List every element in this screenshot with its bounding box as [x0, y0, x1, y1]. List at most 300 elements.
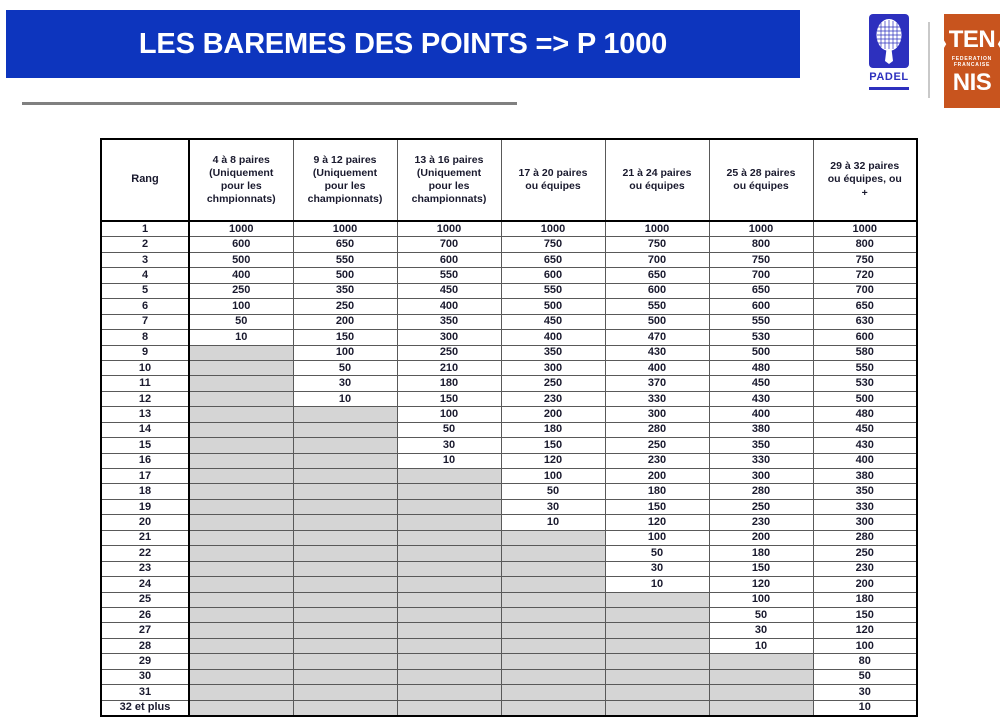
points-cell: 30 — [397, 438, 501, 453]
points-cell: 230 — [501, 391, 605, 406]
column-header-line: + — [861, 186, 868, 199]
points-cell-empty — [189, 607, 293, 622]
points-cell: 450 — [501, 314, 605, 329]
points-cell-empty — [605, 685, 709, 700]
column-header-3 — [397, 139, 501, 221]
column-header-5 — [605, 139, 709, 221]
rang-cell: 6 — [101, 299, 189, 314]
points-cell: 200 — [709, 530, 813, 545]
points-cell: 1000 — [501, 221, 605, 237]
points-cell: 30 — [293, 376, 397, 391]
points-cell-empty — [293, 700, 397, 716]
rang-cell: 17 — [101, 469, 189, 484]
points-cell: 50 — [293, 360, 397, 375]
rang-cell: 8 — [101, 330, 189, 345]
points-cell-empty — [397, 469, 501, 484]
points-cell: 100 — [709, 592, 813, 607]
column-header-7 — [813, 139, 917, 221]
fft-logo-subtitle — [944, 56, 1000, 69]
points-cell: 80 — [813, 654, 917, 669]
points-cell-empty — [501, 607, 605, 622]
points-cell: 200 — [293, 314, 397, 329]
table-row — [101, 546, 917, 561]
points-cell-empty — [397, 607, 501, 622]
points-cell: 10 — [709, 638, 813, 653]
points-cell: 430 — [605, 345, 709, 360]
points-cell: 600 — [189, 237, 293, 252]
points-cell: 750 — [813, 252, 917, 267]
rang-cell: 4 — [101, 268, 189, 283]
points-cell-empty — [709, 654, 813, 669]
points-cell: 100 — [189, 299, 293, 314]
rang-cell: 30 — [101, 669, 189, 684]
points-cell-empty — [293, 685, 397, 700]
points-cell-empty — [501, 638, 605, 653]
column-header-line: (Uniquement — [416, 166, 482, 179]
rang-cell: 22 — [101, 546, 189, 561]
points-cell: 400 — [501, 330, 605, 345]
points-cell-empty — [501, 623, 605, 638]
rang-cell: 10 — [101, 360, 189, 375]
points-cell: 1000 — [605, 221, 709, 237]
rang-cell: 2 — [101, 237, 189, 252]
points-cell-empty — [189, 561, 293, 576]
points-cell: 350 — [501, 345, 605, 360]
points-cell: 600 — [709, 299, 813, 314]
rang-cell: 11 — [101, 376, 189, 391]
points-cell: 330 — [813, 499, 917, 514]
column-header-line: ou équipes — [525, 180, 581, 192]
points-cell-empty — [397, 484, 501, 499]
table-row — [101, 623, 917, 638]
points-cell-empty — [293, 577, 397, 592]
points-cell: 210 — [397, 360, 501, 375]
points-cell: 300 — [813, 515, 917, 530]
points-cell-empty — [189, 685, 293, 700]
table-row — [101, 422, 917, 437]
points-cell: 330 — [605, 391, 709, 406]
points-cell: 480 — [709, 360, 813, 375]
table-row — [101, 592, 917, 607]
padel-logo-label: PADEL — [869, 71, 909, 83]
points-cell-empty — [189, 376, 293, 391]
points-cell-empty — [293, 530, 397, 545]
points-cell-empty — [501, 669, 605, 684]
points-cell: 500 — [605, 314, 709, 329]
points-cell-empty — [397, 499, 501, 514]
padel-logo-underline — [869, 87, 909, 90]
points-cell: 330 — [709, 453, 813, 468]
column-header-line: championnats) — [307, 193, 383, 206]
fft-subtitle-line1: FEDERATION — [951, 56, 993, 62]
points-cell-empty — [293, 561, 397, 576]
table-row — [101, 345, 917, 360]
points-cell-empty — [189, 592, 293, 607]
points-cell: 30 — [605, 561, 709, 576]
points-cell-empty — [189, 623, 293, 638]
points-cell-empty — [293, 623, 397, 638]
column-header-line: ou équipes — [733, 180, 789, 192]
rang-cell: 27 — [101, 623, 189, 638]
points-cell-empty — [709, 700, 813, 716]
fft-logo-line1: TEN — [948, 26, 996, 53]
points-cell-empty — [605, 607, 709, 622]
points-cell: 550 — [813, 360, 917, 375]
points-cell: 230 — [813, 561, 917, 576]
points-cell: 250 — [189, 283, 293, 298]
table-row — [101, 669, 917, 684]
points-cell-empty — [709, 685, 813, 700]
logo-separator — [928, 22, 930, 98]
points-cell: 250 — [293, 299, 397, 314]
points-cell-empty — [189, 577, 293, 592]
points-cell-empty — [501, 685, 605, 700]
table-row — [101, 391, 917, 406]
points-cell: 500 — [813, 391, 917, 406]
points-cell: 50 — [501, 484, 605, 499]
points-cell: 280 — [813, 530, 917, 545]
points-cell: 10 — [813, 700, 917, 716]
points-cell: 100 — [501, 469, 605, 484]
points-cell-empty — [189, 515, 293, 530]
points-cell-empty — [293, 438, 397, 453]
points-cell: 50 — [605, 546, 709, 561]
points-cell-empty — [189, 422, 293, 437]
rang-cell: 25 — [101, 592, 189, 607]
points-cell: 150 — [293, 330, 397, 345]
table-row — [101, 499, 917, 514]
points-cell: 50 — [709, 607, 813, 622]
rang-cell: 3 — [101, 252, 189, 267]
points-cell: 100 — [293, 345, 397, 360]
points-cell-empty — [189, 438, 293, 453]
points-cell: 750 — [501, 237, 605, 252]
table-row — [101, 221, 917, 237]
points-cell: 300 — [709, 469, 813, 484]
points-cell-empty — [189, 638, 293, 653]
column-header-line: pour les — [428, 180, 470, 192]
column-header-line: chmpionnats) — [206, 193, 276, 206]
points-cell: 1000 — [813, 221, 917, 237]
rang-cell: 23 — [101, 561, 189, 576]
table-row — [101, 237, 917, 252]
table-row — [101, 376, 917, 391]
points-scale-table — [100, 138, 918, 717]
points-cell: 380 — [813, 469, 917, 484]
column-header-2 — [293, 139, 397, 221]
points-cell: 200 — [605, 469, 709, 484]
points-cell: 450 — [813, 422, 917, 437]
points-cell: 600 — [397, 252, 501, 267]
points-cell: 150 — [605, 499, 709, 514]
points-cell-empty — [501, 592, 605, 607]
points-cell: 700 — [813, 283, 917, 298]
points-cell: 630 — [813, 314, 917, 329]
points-cell-empty — [397, 530, 501, 545]
points-cell-empty — [605, 623, 709, 638]
points-cell: 230 — [709, 515, 813, 530]
points-cell-empty — [189, 499, 293, 514]
table-row — [101, 330, 917, 345]
table-row — [101, 469, 917, 484]
points-cell: 150 — [813, 607, 917, 622]
points-cell-empty — [189, 700, 293, 716]
points-cell-empty — [293, 484, 397, 499]
points-cell: 250 — [813, 546, 917, 561]
points-cell: 30 — [709, 623, 813, 638]
points-cell: 180 — [813, 592, 917, 607]
points-cell-empty — [397, 669, 501, 684]
table-row — [101, 654, 917, 669]
points-cell: 750 — [709, 252, 813, 267]
points-cell-empty — [709, 669, 813, 684]
points-cell-empty — [397, 623, 501, 638]
points-cell: 100 — [605, 530, 709, 545]
table-row — [101, 607, 917, 622]
points-cell: 180 — [397, 376, 501, 391]
table-header — [101, 139, 917, 221]
column-header-line: pour les — [324, 180, 366, 192]
points-cell: 500 — [709, 345, 813, 360]
points-cell: 200 — [813, 577, 917, 592]
column-header-line: Rang — [131, 173, 159, 186]
points-cell: 550 — [605, 299, 709, 314]
table-row — [101, 299, 917, 314]
points-cell: 400 — [813, 453, 917, 468]
column-header-6 — [709, 139, 813, 221]
column-header-line: (Uniquement — [312, 166, 378, 179]
points-cell-empty — [501, 577, 605, 592]
points-cell-empty — [293, 469, 397, 484]
points-cell-empty — [605, 638, 709, 653]
points-cell-empty — [397, 577, 501, 592]
points-cell: 280 — [709, 484, 813, 499]
points-cell-empty — [293, 515, 397, 530]
column-header-line: 29 à 32 paires — [830, 160, 900, 173]
points-cell: 600 — [501, 268, 605, 283]
points-cell: 300 — [501, 360, 605, 375]
points-cell-empty — [501, 700, 605, 716]
points-scale-table-container — [100, 138, 918, 717]
points-cell-empty — [397, 700, 501, 716]
points-cell-empty — [605, 700, 709, 716]
points-cell-empty — [293, 453, 397, 468]
table-row — [101, 577, 917, 592]
points-cell: 180 — [709, 546, 813, 561]
column-header-line: ou équipes — [629, 180, 685, 192]
points-cell-empty — [189, 669, 293, 684]
table-row — [101, 561, 917, 576]
table-body — [101, 221, 917, 716]
points-cell-empty — [189, 391, 293, 406]
points-cell-empty — [605, 654, 709, 669]
points-cell-empty — [189, 530, 293, 545]
points-cell: 280 — [605, 422, 709, 437]
points-cell: 500 — [189, 252, 293, 267]
rang-cell: 15 — [101, 438, 189, 453]
points-cell-empty — [605, 592, 709, 607]
points-cell: 350 — [813, 484, 917, 499]
rang-cell: 13 — [101, 407, 189, 422]
points-cell-empty — [293, 638, 397, 653]
points-cell-empty — [293, 607, 397, 622]
column-header-line: 9 à 12 paires — [313, 153, 377, 166]
points-cell-empty — [293, 499, 397, 514]
rang-cell: 12 — [101, 391, 189, 406]
points-cell: 400 — [189, 268, 293, 283]
rang-cell: 26 — [101, 607, 189, 622]
rang-cell: 28 — [101, 638, 189, 653]
points-cell-empty — [397, 654, 501, 669]
points-cell-empty — [605, 669, 709, 684]
header-banner — [6, 10, 800, 78]
table-row — [101, 484, 917, 499]
points-cell: 150 — [501, 438, 605, 453]
points-cell: 100 — [813, 638, 917, 653]
points-cell: 800 — [709, 237, 813, 252]
rang-cell: 16 — [101, 453, 189, 468]
points-cell-empty — [501, 561, 605, 576]
points-cell: 550 — [709, 314, 813, 329]
points-cell: 580 — [813, 345, 917, 360]
column-header-line: 13 à 16 paires — [414, 153, 484, 166]
logo-group — [866, 14, 1002, 110]
points-cell: 650 — [813, 299, 917, 314]
points-cell-empty — [397, 638, 501, 653]
points-cell: 800 — [813, 237, 917, 252]
table-row — [101, 283, 917, 298]
rang-cell: 14 — [101, 422, 189, 437]
rang-cell: 21 — [101, 530, 189, 545]
column-header-line: (Uniquement — [209, 166, 274, 179]
points-cell: 430 — [813, 438, 917, 453]
points-cell: 10 — [189, 330, 293, 345]
points-cell: 1000 — [397, 221, 501, 237]
column-header-line: ou équipes, ou — [827, 173, 902, 186]
points-cell: 650 — [709, 283, 813, 298]
points-cell-empty — [189, 360, 293, 375]
points-cell: 300 — [397, 330, 501, 345]
points-cell: 250 — [397, 345, 501, 360]
points-cell: 500 — [293, 268, 397, 283]
padel-logo — [866, 14, 912, 106]
points-cell: 50 — [397, 422, 501, 437]
points-cell: 10 — [293, 391, 397, 406]
points-cell: 600 — [813, 330, 917, 345]
column-header-line: 25 à 28 paires — [726, 166, 796, 179]
points-cell: 120 — [501, 453, 605, 468]
points-cell: 430 — [709, 391, 813, 406]
column-header-1 — [189, 139, 293, 221]
points-cell-empty — [189, 345, 293, 360]
points-cell-empty — [397, 515, 501, 530]
points-cell: 120 — [813, 623, 917, 638]
points-cell-empty — [293, 422, 397, 437]
table-row — [101, 360, 917, 375]
points-cell: 550 — [397, 268, 501, 283]
rang-cell: 7 — [101, 314, 189, 329]
points-cell: 700 — [709, 268, 813, 283]
points-cell-empty — [293, 669, 397, 684]
column-header-line: pour les — [220, 180, 262, 192]
points-cell: 450 — [709, 376, 813, 391]
points-cell-empty — [293, 407, 397, 422]
column-header-rang — [101, 139, 189, 221]
points-cell: 10 — [501, 515, 605, 530]
points-cell: 1000 — [709, 221, 813, 237]
table-row — [101, 530, 917, 545]
rang-cell: 29 — [101, 654, 189, 669]
points-cell-empty — [189, 546, 293, 561]
rang-cell: 20 — [101, 515, 189, 530]
rang-cell: 19 — [101, 499, 189, 514]
column-header-4 — [501, 139, 605, 221]
points-cell: 120 — [709, 577, 813, 592]
points-cell-empty — [501, 530, 605, 545]
points-cell: 370 — [605, 376, 709, 391]
table-row — [101, 438, 917, 453]
rang-cell: 18 — [101, 484, 189, 499]
points-cell: 230 — [605, 453, 709, 468]
rang-cell: 9 — [101, 345, 189, 360]
points-cell-empty — [189, 407, 293, 422]
points-cell: 180 — [605, 484, 709, 499]
points-cell: 150 — [397, 391, 501, 406]
points-cell-empty — [397, 685, 501, 700]
points-cell: 250 — [605, 438, 709, 453]
points-cell: 650 — [605, 268, 709, 283]
points-cell: 350 — [709, 438, 813, 453]
points-cell: 30 — [813, 685, 917, 700]
points-cell: 550 — [293, 252, 397, 267]
points-cell: 350 — [397, 314, 501, 329]
points-cell: 650 — [501, 252, 605, 267]
fft-logo-line2: NIS — [952, 69, 992, 96]
column-header-line: 17 à 20 paires — [518, 166, 588, 179]
table-row — [101, 252, 917, 267]
points-cell: 750 — [605, 237, 709, 252]
points-cell: 350 — [293, 283, 397, 298]
points-cell: 250 — [501, 376, 605, 391]
points-cell-empty — [189, 453, 293, 468]
points-cell: 250 — [709, 499, 813, 514]
table-row — [101, 700, 917, 716]
points-cell: 470 — [605, 330, 709, 345]
points-cell: 100 — [397, 407, 501, 422]
points-cell-empty — [189, 484, 293, 499]
column-header-line: 21 à 24 paires — [622, 166, 692, 179]
points-cell-empty — [293, 592, 397, 607]
points-cell-empty — [293, 654, 397, 669]
points-cell: 720 — [813, 268, 917, 283]
rang-cell: 5 — [101, 283, 189, 298]
page-title: LES BAREMES DES POINTS => P 1000 — [138, 27, 668, 60]
points-cell: 380 — [709, 422, 813, 437]
points-cell: 700 — [397, 237, 501, 252]
points-cell: 500 — [501, 299, 605, 314]
points-cell: 600 — [605, 283, 709, 298]
table-row — [101, 314, 917, 329]
points-cell: 10 — [605, 577, 709, 592]
points-cell: 50 — [813, 669, 917, 684]
rang-cell: 32 et plus — [101, 700, 189, 716]
points-cell: 180 — [501, 422, 605, 437]
rang-cell: 31 — [101, 685, 189, 700]
table-row — [101, 453, 917, 468]
points-cell-empty — [501, 546, 605, 561]
points-cell: 700 — [605, 252, 709, 267]
points-cell-empty — [501, 654, 605, 669]
